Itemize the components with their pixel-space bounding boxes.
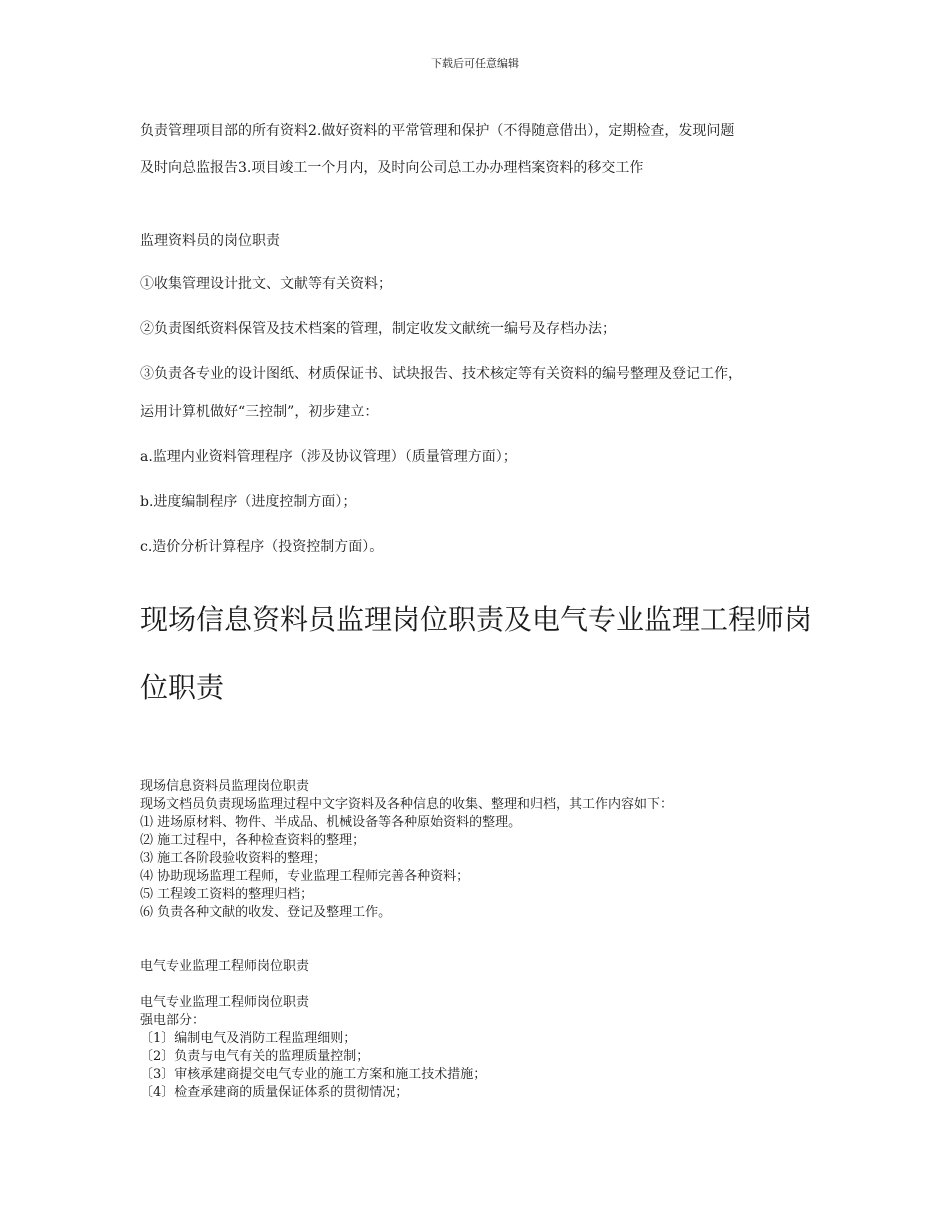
clerk-duty-item-2: ②负责图纸资料保管及技术档案的管理，制定收发文献统一编号及存档办法； [140, 321, 616, 337]
list-item: ⑸ 工程竣工资料的整理归档； [140, 887, 314, 902]
clerk-duty-item-1: ①收集管理设计批文、文献等有关资料； [140, 276, 392, 292]
list-item: 〔3〕审核承建商提交电气专业的施工方案和施工技术措施； [140, 1067, 487, 1082]
electrical-section [140, 994, 820, 1102]
electrical-heading: 电气专业监理工程师岗位职责 [140, 959, 310, 974]
intro-line-2: 及时向总监报告3.项目竣工一个月内，及时向公司总工办办理档案资料的移交工作 [140, 160, 644, 176]
main-title-line-1: 现场信息资料员监理岗位职责及电气专业监理工程师岗 [140, 603, 813, 636]
electrical-heading-block [140, 958, 820, 976]
intro-line-1: 负责管理项目部的所有资料2.做好资料的平常管理和保护（不得随意借出），定期检查，发现问题 [140, 123, 735, 139]
list-item: 〔2〕负责与电气有关的监理质量控制； [140, 1049, 370, 1064]
electrical-part-label: 强电部分： [140, 1013, 206, 1028]
clerk-duties-heading: 监理资料员的岗位职责 [140, 233, 280, 249]
list-item: 〔4〕检查承建商的质量保证体系的贯彻情况； [140, 1085, 409, 1100]
clerk-duty-item-3-line-1: ③负责各专业的设计图纸、材质保证书、试块报告、技术核定等有关资料的编号整理及登记工作， [140, 366, 742, 382]
list-item: ⑶ 施工各阶段验收资料的整理； [140, 851, 327, 866]
electrical-subheading: 电气专业监理工程师岗位职责 [140, 995, 310, 1010]
site-clerk-heading: 现场信息资料员监理岗位职责 [140, 779, 310, 794]
site-clerk-intro: 现场文档员负责现场监理过程中文字资料及各种信息的收集、整理和归档，其工作内容如下： [140, 797, 674, 812]
list-item: ⑵ 施工过程中，各种检查资料的整理； [140, 833, 366, 848]
clerk-duty-item-3-line-2: 运用计算机做好“三控制”，初步建立： [140, 404, 379, 420]
list-item: 〔1〕编制电气及消防工程监理细则； [140, 1031, 357, 1046]
clerk-duty-sub-a: a.监理内业资料管理程序（涉及协议管理）（质量管理方面）； [140, 449, 517, 465]
main-title-line-2: 位职责 [140, 671, 225, 704]
clerk-duty-sub-c: c.造价分析计算程序（投资控制方面）。 [140, 539, 384, 555]
clerk-duty-sub-b: b.进度编制程序（进度控制方面）； [140, 494, 357, 510]
list-item: ⑹ 负责各种文献的收发、登记及整理工作。 [140, 905, 392, 920]
list-item: ⑴ 进场原材料、物件、半成品、机械设备等各种原始资料的整理。 [140, 815, 522, 830]
list-item: ⑷ 协助现场监理工程师，专业监理工程师完善各种资料； [140, 869, 470, 884]
page-header: 下载后可任意编辑 [431, 57, 519, 70]
site-clerk-section [140, 778, 820, 922]
